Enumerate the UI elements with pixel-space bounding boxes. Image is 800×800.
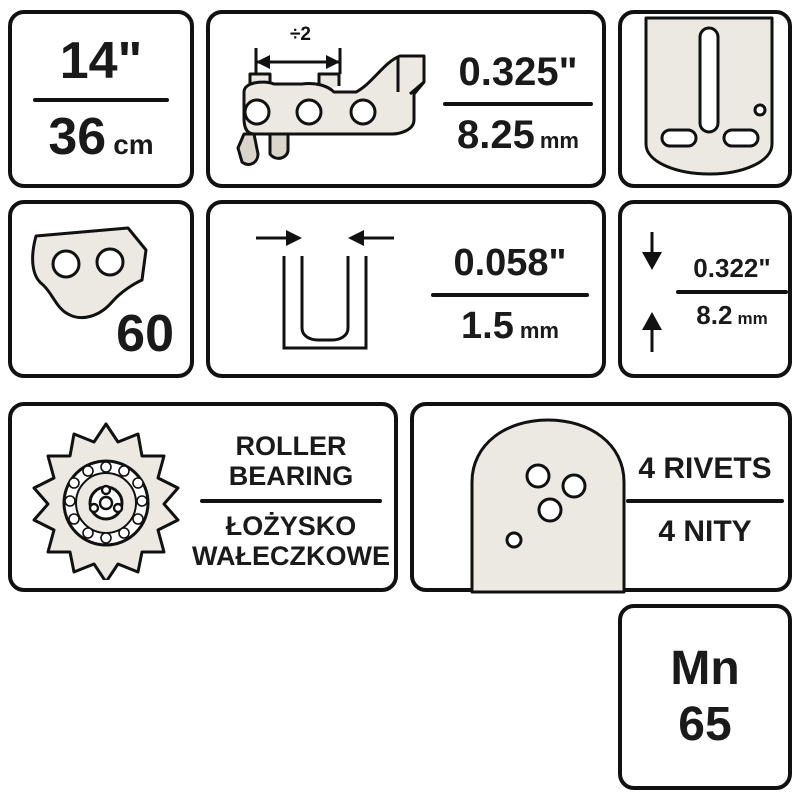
thickness-mm-unit: mm xyxy=(737,308,768,328)
pitch-mm-unit: mm xyxy=(539,127,579,153)
rivets-label-pl: 4 NITY xyxy=(658,514,752,548)
bearing-label-pl-line2: WAŁECZKOWE xyxy=(192,541,390,572)
material-number: 65 xyxy=(678,698,732,751)
pitch-fraction xyxy=(442,30,594,176)
gauge-mm-unit: mm xyxy=(519,317,559,343)
material-symbol: Mn xyxy=(670,641,740,695)
thickness-mm-value: 8.2 xyxy=(696,299,733,330)
length-cm-value: 36 xyxy=(48,108,107,166)
length-inches: 14" xyxy=(59,32,143,90)
bar-nose-rivets-illustration xyxy=(428,414,628,594)
gauge-inches-value: 0.058" xyxy=(453,241,567,284)
gauge-metric xyxy=(461,304,559,347)
pitch-mm-value: 8.25 xyxy=(457,112,535,157)
panel-bar-thickness xyxy=(618,200,792,378)
panel-drive-link-count xyxy=(8,200,194,378)
panel-chain-pitch xyxy=(206,10,606,188)
panel-chain-gauge xyxy=(206,200,606,378)
pitch-inches-value: 0.325" xyxy=(458,49,578,94)
material-text-block xyxy=(622,608,788,786)
panel-bar-mount xyxy=(618,10,792,188)
pitch-metric xyxy=(457,112,579,157)
rivets-text-block xyxy=(626,430,784,570)
length-fraction xyxy=(12,14,190,184)
bearing-label-en-line1: ROLLER xyxy=(235,430,347,461)
thickness-arrows-illustration xyxy=(630,226,674,356)
divider-rule xyxy=(200,499,382,503)
length-metric xyxy=(48,108,154,166)
gauge-fraction xyxy=(426,226,594,362)
divider-rule xyxy=(626,499,784,503)
length-cm-unit: cm xyxy=(113,129,154,160)
sprocket-bearing-illustration xyxy=(26,420,186,580)
divider-rule xyxy=(676,290,788,294)
gauge-mm-value: 1.5 xyxy=(461,304,514,347)
panel-roller-bearing xyxy=(8,402,398,592)
thickness-inches-value: 0.322" xyxy=(693,252,771,283)
thickness-fraction xyxy=(674,230,790,352)
thickness-metric xyxy=(696,299,768,330)
chain-pitch-illustration xyxy=(224,22,434,182)
bar-mount-illustration xyxy=(622,14,796,192)
bearing-label-pl-line1: ŁOŻYSKO xyxy=(225,511,357,541)
thickness-inches xyxy=(693,252,771,283)
gauge-inches xyxy=(453,241,567,284)
divider-rule xyxy=(431,293,589,297)
pitch-inches xyxy=(458,49,578,94)
rivets-label-en: 4 RIVETS xyxy=(638,451,772,485)
drive-link-count-value: 60 xyxy=(116,305,174,363)
divider-rule xyxy=(33,98,169,102)
svg-text:÷2: ÷2 xyxy=(290,24,311,45)
panel-rivet-count xyxy=(410,402,792,592)
divider-rule xyxy=(443,102,593,106)
bearing-label-en-line2: BEARING xyxy=(228,460,354,491)
bearing-text-block xyxy=(192,422,390,580)
panel-steel-grade xyxy=(618,604,792,790)
gauge-slot-illustration xyxy=(240,220,410,364)
panel-guide-bar-length xyxy=(8,10,194,188)
